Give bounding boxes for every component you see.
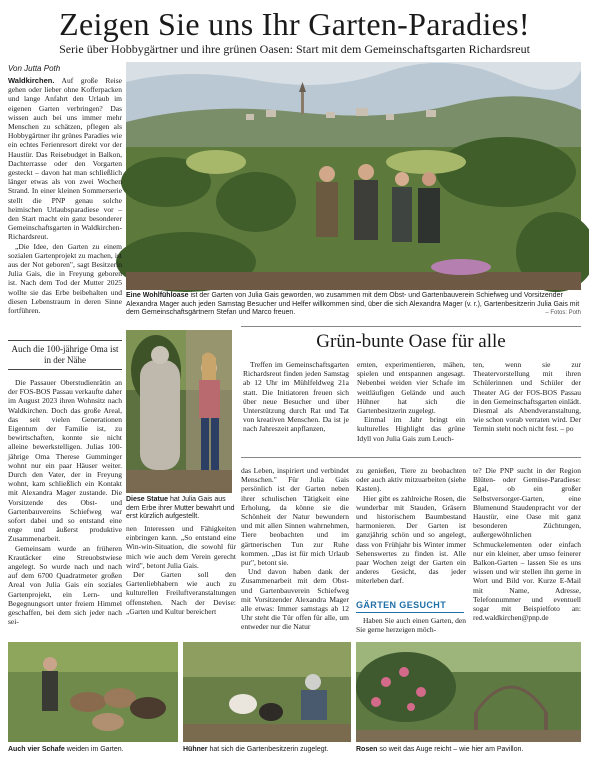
sheep-caption-text: weiden im Garten.	[64, 746, 124, 753]
col1-p2: „Die Idee, den Garten zu einem sozialen Gartenprojekt zu machen, ist aus der Not geboren", sagt Besitzerin Julia Gais, die in Freyung geboren ist. Nach dem Tod der Mutter 2025 wollte sie das Erbe beibehalten und diesen Lebenstraum in deren Sinne fortführen.	[8, 241, 122, 316]
col4-text3: Haben Sie auch einen Garten, den Sie gerne herzeigen möch-	[356, 616, 466, 635]
statue-caption	[126, 496, 236, 522]
statue-photo	[126, 330, 232, 493]
col1-p1: Auf große Reise gehen oder lieber ohne Kofferpacken und lange Anfahrt den Urlaub im eigenen Garten verbringen? Das wissen auch bei uns immer mehr Menschen zu schätzen, pflegen als Hobbygärtner ihr grünes Paradies wie ein echtes Ferienresort direkt vor der Haustür. Das Reisebudget in Balkon, Dachterrasse oder den Vorgarten gesteckt – davon hat man schließlich länger etwas als von zwei Wochen Strand. In einer kleinen Sommerserie stellt die PNP genau solche heimischen Urlaubsparadiese vor – den Start macht ein ganz besonderer Gemeinschaftsgarten in Waldkirchen-Richardsreut.	[8, 76, 122, 242]
gaerten-gesucht-tag: GÄRTEN GESUCHT	[356, 600, 447, 610]
column-2-bottom	[126, 524, 236, 636]
hens-photo	[183, 642, 351, 742]
tag-rule	[356, 612, 464, 613]
sheep-photo	[8, 642, 178, 742]
hens-caption-lead: Hühner	[183, 746, 208, 753]
subheading-box	[8, 340, 122, 370]
main-photo-caption	[126, 292, 581, 318]
box-col-a-text: Treffen im Gemeinschaftsgarten Richardsreut finden jeden Samstag ab 12 Uhr im Mühlfeldweg 21a statt. Die Initiatoren freuen sich über neue Besucher und über Unterstützung durch Rat und Tat von kreativen Menschen. Da ist je nach Jahreszeit anpflanzen,	[243, 360, 349, 434]
col1-p3: Die Passauer Oberstudienrätin an der FOS-BOS Passau verkaufte daher im August 2023 ihren Wohnsitz nach Waldkirchen. Doch das große Areal, das seit vielen Generationen Eigentum der Familie ist, zu bewirtschaften, konnte sie nicht alleine bewerkstelligen. Julias 100-jährige Oma Therese Gumminger wohnt nur ein paar Häuser weiter. Durch den Vater, der in Freyung wohnt, kam schließlich ein Kontakt mit Alexandra Mager zustande. Die Vorsitzende des Obst- und Gartenbauvereins Schiefweg war sofort dabei und so entstand eine enge und äußerst produktive Zusammenarbeit.	[8, 378, 122, 544]
box-column-b	[357, 360, 465, 456]
statue-caption-text: hat Julia Gais aus dem Erbe ihrer Mutter bewahrt und erst kürzlich aufgestellt.	[126, 496, 235, 521]
col1-p4: Gemeinsam wurde an früheren Krautäcker eine Streuobstwiese angelegt. So wurde nach und nach auf dem 6700 Quadratmeter großen Areal von Julia Gais ein soziales Gartenprojekt, ein Lern- und Begegnungsort unter freiem Himmel geschaffen, bei dem sich jeder nach sei-	[8, 543, 122, 627]
column-1-bottom	[8, 378, 122, 636]
col4-text2: Hier gibt es zahlreiche Rosen, die wunderbar mit Stauden, Gräsern und historischem Baumbestand harmonieren. Der Garten ist ganzjährig schön und so angelegt, dass von Frühjahr bis Winter immer Sehenswertes zu finden ist. Alle paar Wochen zeigt der Garten ein anderes Gesicht, das jeder miterleben darf.	[356, 493, 466, 586]
subheadline: Serie über Hobbygärtner und ihre grünen Oasen: Start mit dem Gemeinschaftsgarten Richardsreut	[59, 42, 530, 56]
col2b-p2: Der Garten soll den Gartenliebhabern wie auch zu kulturellen Freiluftveranstaltungen offenstehen. Nach der Devise: „Garten und Kultur bereichert	[126, 570, 236, 616]
col3-text: das Leben, inspiriert und verbindet Menschen." Für Julia Gais persönlich ist der Garten neben ihrer schulischen Tätigkeit eine Erholung, da könne sie die Schönheit der Natur bewundern und mit allen Sinnen wahrnehmen, Tiere beobachten und im gärtnerischen Tun zur Ruhe kommen. „Das ist für mich Urlaub pur", betont sie.	[241, 466, 349, 568]
dateline: Waldkirchen.	[8, 76, 55, 85]
column-1-top	[8, 76, 122, 334]
box-col-b-p1: ernten, experimentieren, mähen, spielen und entspannen angesagt. Nebenbei weiden vier Schafe im weitläufigen Gelände und auch Hühner hat sich die Gartenbesitzerin zugelegt.	[357, 360, 465, 416]
author-byline: Von Jutta Poth	[8, 64, 61, 73]
hens-caption	[183, 746, 355, 755]
photo-credit: – Fotos: Poth	[545, 310, 581, 317]
col2b-p1: nen Interessen und Fähigkeiten einbringen kann. „So entstand eine Win-win-Situation, die sowohl für mich wie auch dem Verein gerecht wird", betont Julia Gais.	[126, 524, 236, 570]
main-photo-garden-group	[126, 62, 581, 290]
statue-caption-lead: Diese Statue	[126, 496, 169, 503]
headline: Zeigen Sie uns Ihr Garten-Paradies!	[59, 6, 530, 42]
box-col-b-p2: Einmal im Jahr bringt ein kulturelles Highlight das grüne Idyll von Julia Gais zum Leuch-	[357, 415, 465, 443]
roses-caption-text: so weit das Auge reicht – wie hier am Pavillon.	[377, 746, 524, 753]
box-column-c	[473, 360, 581, 456]
roses-caption	[356, 746, 582, 755]
subheading: Auch die 100-jährige Oma ist in der Nähe	[11, 344, 119, 365]
box-column-a	[243, 360, 349, 456]
caption-lead: Eine Wohlfühloase	[126, 292, 189, 299]
col5-text: te? Die PNP sucht in der Region Blüten- oder Gemüse-Paradiese: Egal, ob ein großer Selbstversorger-Garten, eine Blumenund Staudenpracht vor der Haustür, eine Oase mit ganz besonderen Züchtungen, außergewöhnlichen Schmuckelementen oder einfach nur ein kleiner, aber umso feinerer Balkon-Garten – lassen Sie es uns wissen und wir stellen ihn gerne in Wort und Bild vor. Kurze E-Mail mit Name, Adresse, Telefonnummer und eventuell sogar mit Beispielfoto an: red.waldkirchen@pnp.de	[473, 466, 581, 623]
hens-caption-text: hat sich die Gartenbesitzerin zugelegt.	[207, 746, 329, 753]
roses-pavilion-photo	[356, 642, 581, 742]
section-heading: Grün-bunte Oase für alle	[241, 326, 581, 354]
sheep-caption	[8, 746, 180, 755]
sheep-caption-lead: Auch vier Schafe	[8, 746, 65, 753]
col4-text: zu genießen, Tiere zu beobachten oder auch aktiv mitzuarbeiten (siehe Kasten).	[356, 466, 466, 494]
box-col-c-text: ten, wenn sie zur Theatervorstellung mit ihren Schülerinnen und Schüler der Theater AG der FOS-BOS Passau in den Gemeinschaftsgarten einlädt. Diesmal als Abendveranstaltung, wie schon vorab verraten wird. Der Termin steht noch nicht fest. – po	[473, 360, 581, 434]
column-4	[356, 466, 466, 586]
column-5	[473, 466, 581, 636]
col3-text2: Und davon haben dank der Zusammenarbeit mit dem Obst- und Gartenbauverein Schiefweg mit Vorsitzender Alexandra Mager alle etwas: Immer samstags ab 12 Uhr steht die Tür offen für alle, um entweder nur die Natur	[241, 567, 349, 632]
caption-text: ist der Garten von Julia Gais geworden, wo zusammen mit dem Obst- und Gartenbauverein Schiefweg und Vorsitzender Alexandra Mager auch jeden Samstag Besucher und Helfer willkommen sind, über die sich Alexandra Mager (v. r.), Gartenbesitzerin Julia Gais mit dem Gemeinschaftsgärtnern Stefan und Marco freuen.	[126, 292, 580, 317]
roses-caption-lead: Rosen	[356, 746, 378, 753]
column-3	[241, 466, 349, 636]
column-4-bottom	[356, 616, 466, 636]
